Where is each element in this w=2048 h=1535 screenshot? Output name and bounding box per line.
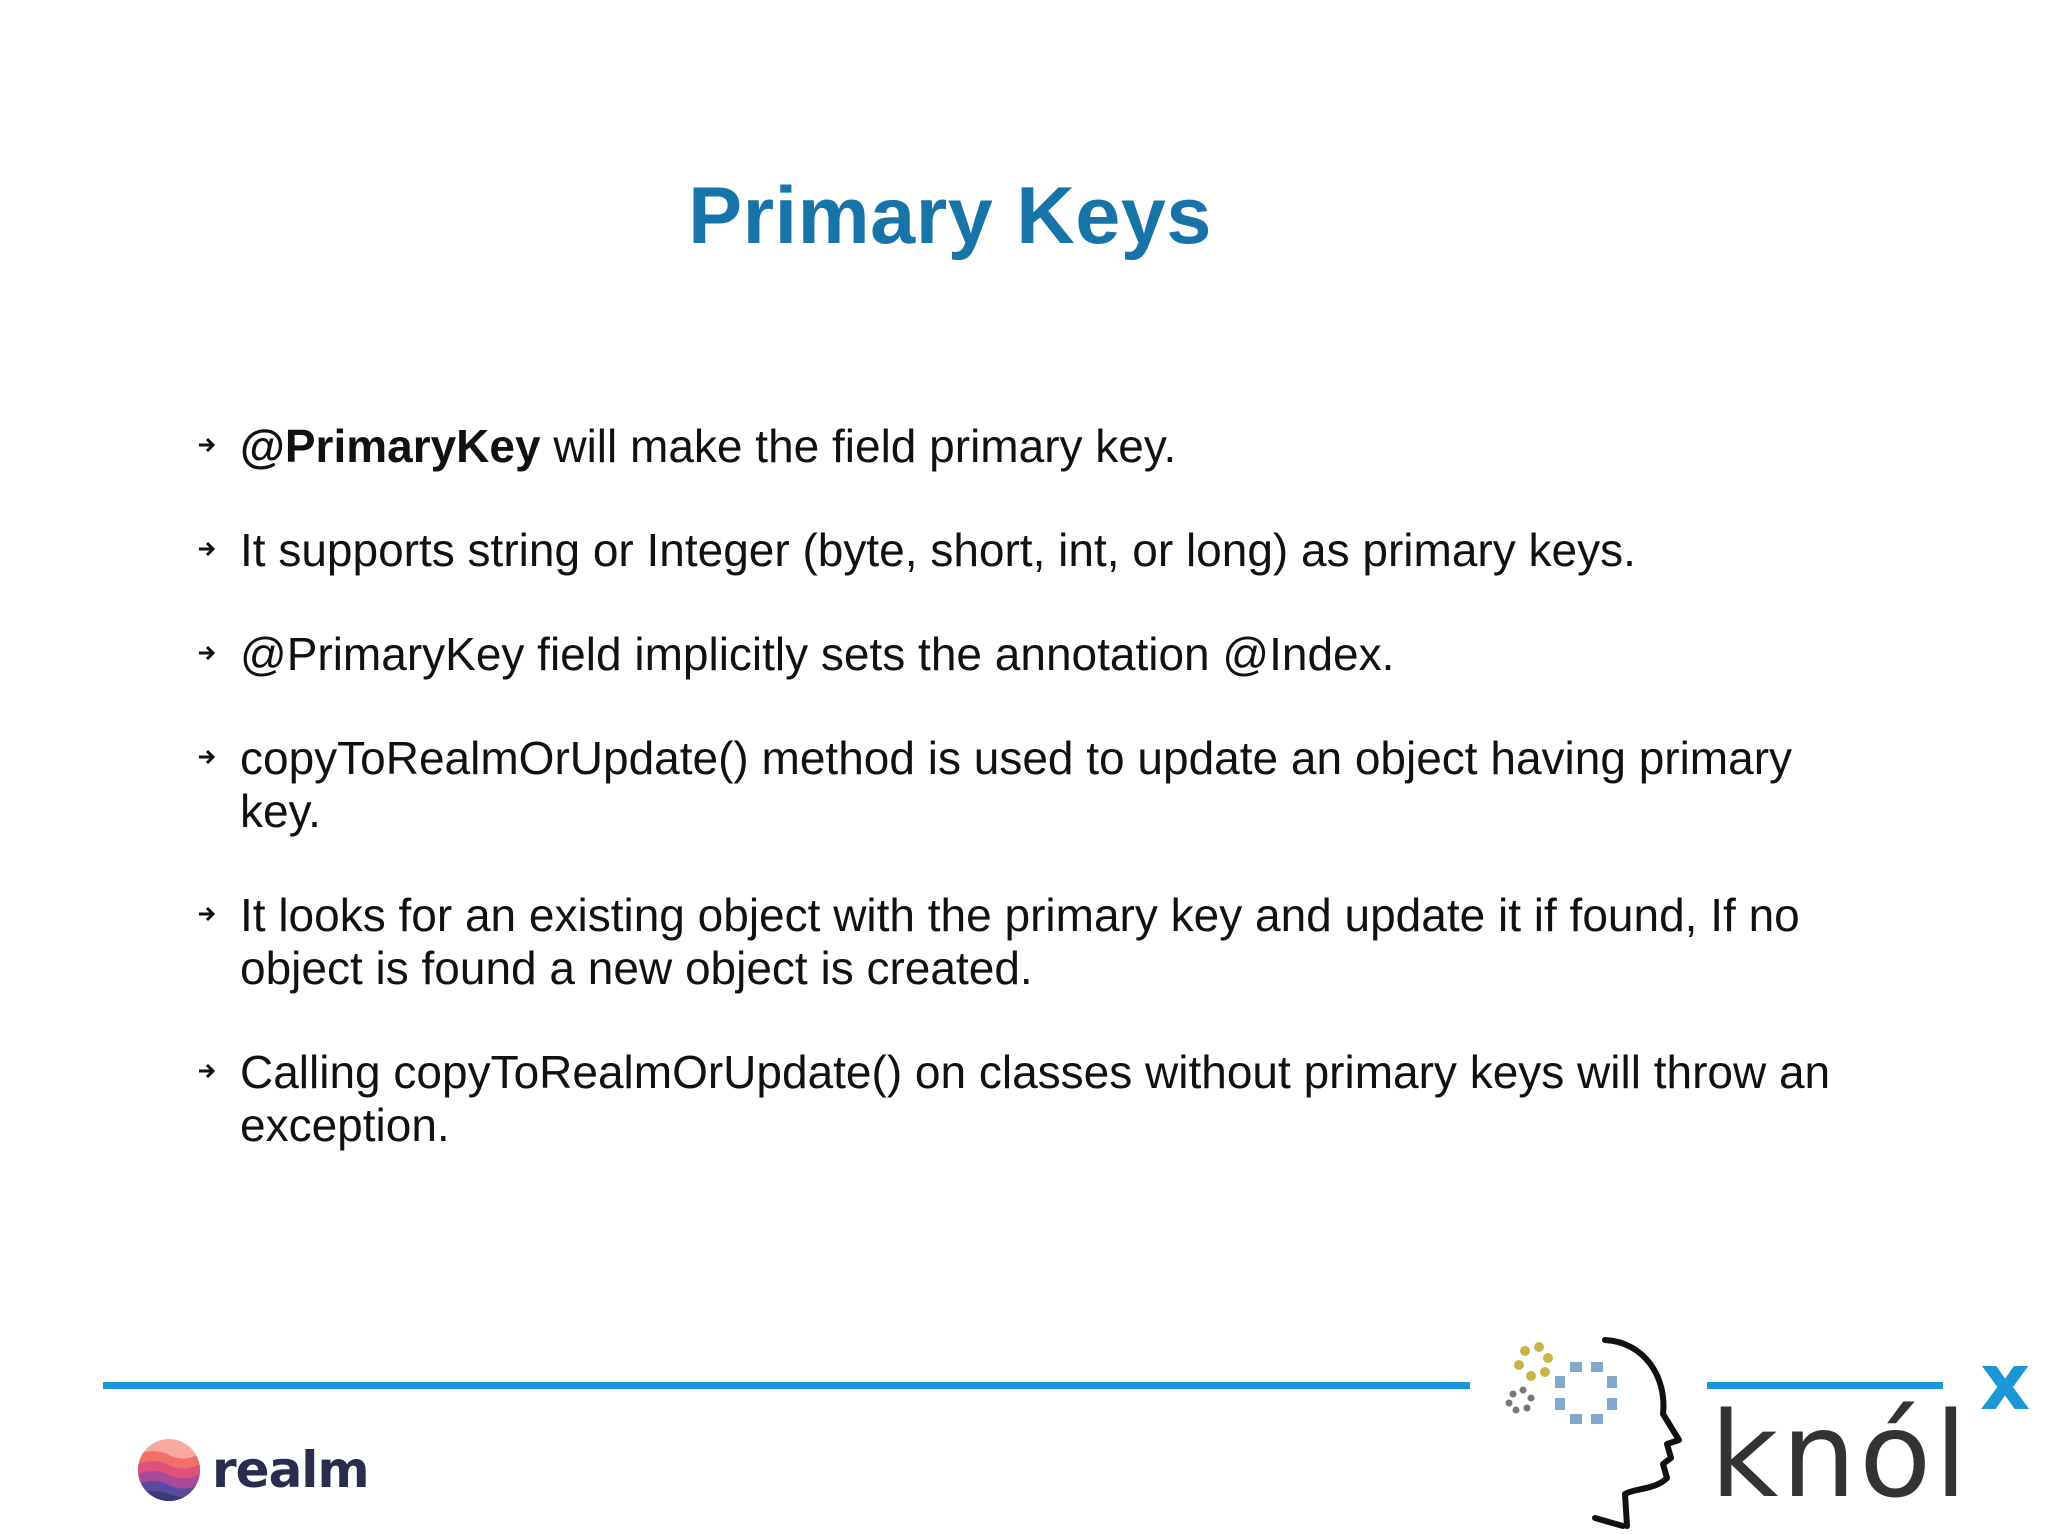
arrow-right-icon — [196, 642, 218, 664]
bullet-text: Calling copyToRealmOrUpdate() on classes without primary keys will throw an exception. — [240, 1046, 1831, 1151]
bullet-item — [196, 732, 1846, 838]
bullet-text: It looks for an existing object with the primary key and update it if found, If no object is found a new object is created. — [240, 889, 1800, 994]
slide-title: Primary Keys — [688, 171, 1212, 261]
bullet-item — [196, 889, 1846, 995]
bullet-item — [196, 1046, 1846, 1152]
knolx-logo-text: knól — [1710, 1386, 1971, 1524]
arrow-right-icon — [196, 538, 218, 560]
bullet-text: copyToRealmOrUpdate() method is used to update an object having primary key. — [240, 732, 1793, 837]
knolx-logo — [1495, 1318, 2035, 1530]
bullet-list — [196, 420, 1846, 1203]
bullet-item — [196, 420, 1846, 473]
arrow-right-icon — [196, 434, 218, 456]
realm-logo-icon — [136, 1437, 202, 1503]
arrow-right-icon — [196, 903, 218, 925]
knolx-head-gears-icon — [1495, 1318, 1695, 1530]
realm-logo — [136, 1430, 376, 1510]
bullet-item — [196, 524, 1846, 577]
bullet-item — [196, 628, 1846, 681]
bullet-text: It supports string or Integer (byte, short, int, or long) as primary keys. — [240, 524, 1636, 576]
knolx-logo-superscript: x — [1980, 1338, 2031, 1428]
bullet-text: @PrimaryKey field implicitly sets the annotation @Index. — [240, 628, 1395, 680]
footer-divider-left — [103, 1382, 1470, 1389]
bullet-bold: @PrimaryKey — [240, 420, 541, 472]
arrow-right-icon — [196, 1060, 218, 1082]
bullet-text: will make the field primary key. — [540, 420, 1177, 472]
realm-logo-text: realm — [212, 1441, 369, 1499]
arrow-right-icon — [196, 746, 218, 768]
